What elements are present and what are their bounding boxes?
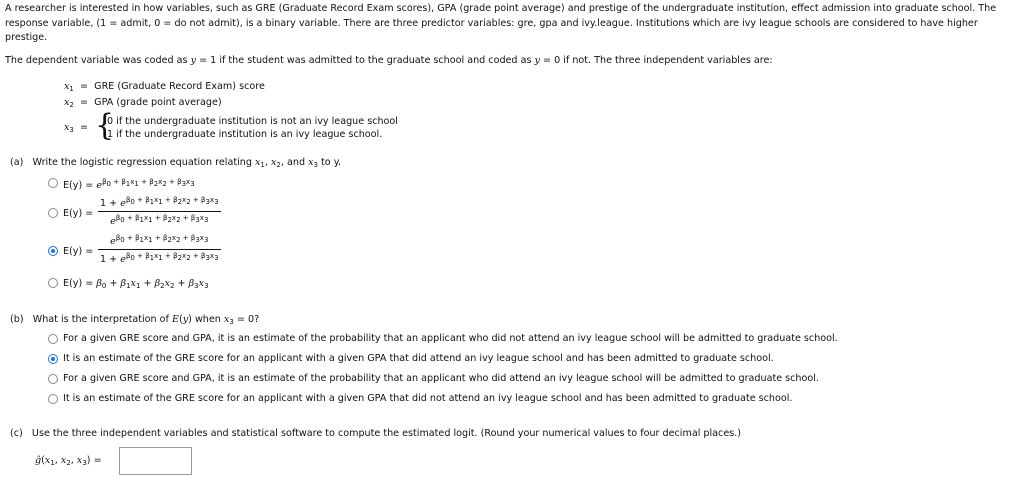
part-b-option-3[interactable]: For a given GRE score and GPA, it is an estimate of the probability that an applicant who did attend an ivy league school will be admitted to graduate school. [63, 373, 819, 384]
x3-case-1: 1 if the undergraduate institution is an ivy league school. [107, 129, 383, 140]
intro-text: A researcher is interested in how variables, such as GRE (Graduate Record Exam scores), GPA (grade point average) and prestige of the undergraduate institution, effect admission into graduate school. The response variable, (1 = admit, 0 = do not admit), is a binary variable. There are three predictor variables: gre, gpa and ivy.league. Institutions which are ivy league schools are considered to have higher prestige. [5, 3, 997, 43]
part-a-option-2-radio[interactable] [48, 208, 58, 218]
part-a-option-1[interactable]: $E(y) = e^{\beta_0 + \beta_1x_1 + \beta_2x_2 + \beta_3x_3}$ [63, 178, 195, 191]
x3-brace: { [95, 108, 115, 143]
part-a-option-2-lhs[interactable]: E(y) = [63, 208, 94, 219]
part-a-option-1-radio[interactable] [48, 178, 58, 188]
part-a-question: (a) Write the logistic regression equation relating $x_1$, $x_2$, and $x_3$ to y. [10, 157, 342, 169]
x2-definition: $x_2$ = GPA (grade point average) [64, 97, 222, 109]
part-a-option-4-radio[interactable] [48, 278, 58, 288]
part-a-option-3-fraction[interactable]: $\frac{e^{\beta_0 + \beta_1x_1 + \beta_2x_2 + \beta_3x_3}}{1 + e^{\beta_0 + \beta_1x_1 + \beta_2x_2 + \beta_3x_3}}$ [100, 234, 219, 265]
part-b-option-4-radio[interactable] [48, 394, 58, 404]
part-b-option-1[interactable]: For a given GRE score and GPA, it is an estimate of the probability that an applicant who did not attend an ivy league school will be admitted to graduate school. [63, 333, 838, 344]
part-b-option-1-radio[interactable] [48, 334, 58, 344]
part-a-option-4[interactable]: $E(y) = \beta_0 + \beta_1x_1 + \beta_2x_2 + \beta_3x_3$ [63, 278, 209, 290]
estimated-logit-label: $ĝ(x_1$, $x_2$, $x_3$) = [35, 455, 102, 467]
part-b-option-3-radio[interactable] [48, 374, 58, 384]
part-b-option-4[interactable]: It is an estimate of the GRE score for an applicant with a given GPA that did not attend an ivy league school and has been admitted to graduate school. [63, 393, 793, 404]
x3-label: $x_3$ = [64, 122, 89, 134]
estimated-logit-input[interactable] [119, 447, 192, 475]
x1-definition: $x_1$ = GRE (Graduate Record Exam) score [64, 81, 265, 93]
part-a-option-3-lhs[interactable]: E(y) = [63, 246, 94, 257]
dependent-variable-text: The dependent variable was coded as y = 1 if the student was admitted to the graduate school and coded as y = 0 if not. The three independent variables are: [5, 55, 773, 66]
part-b-option-2-radio[interactable] [48, 354, 58, 364]
part-c-question: (c) Use the three independent variables and statistical software to compute the estimated logit. (Round your numerical values to four decimal places.) [10, 428, 742, 439]
x3-case-0: 0 if the undergraduate institution is not an ivy league school [107, 116, 398, 127]
part-b-question: (b) What is the interpretation of E(y) when $x_3 = 0$? [10, 314, 260, 326]
part-a-option-3-radio[interactable] [48, 246, 58, 256]
part-a-option-2-fraction[interactable]: $\frac{1 + e^{\beta_0 + \beta_1x_1 + \beta_2x_2 + \beta_3x_3}}{e^{\beta_0 + \beta_1x_1 + \beta_2x_2 + \beta_3x_3}}$ [100, 196, 219, 227]
part-b-option-2[interactable]: It is an estimate of the GRE score for an applicant with a given GPA that did attend an ivy league school and has been admitted to graduate school. [63, 353, 774, 364]
